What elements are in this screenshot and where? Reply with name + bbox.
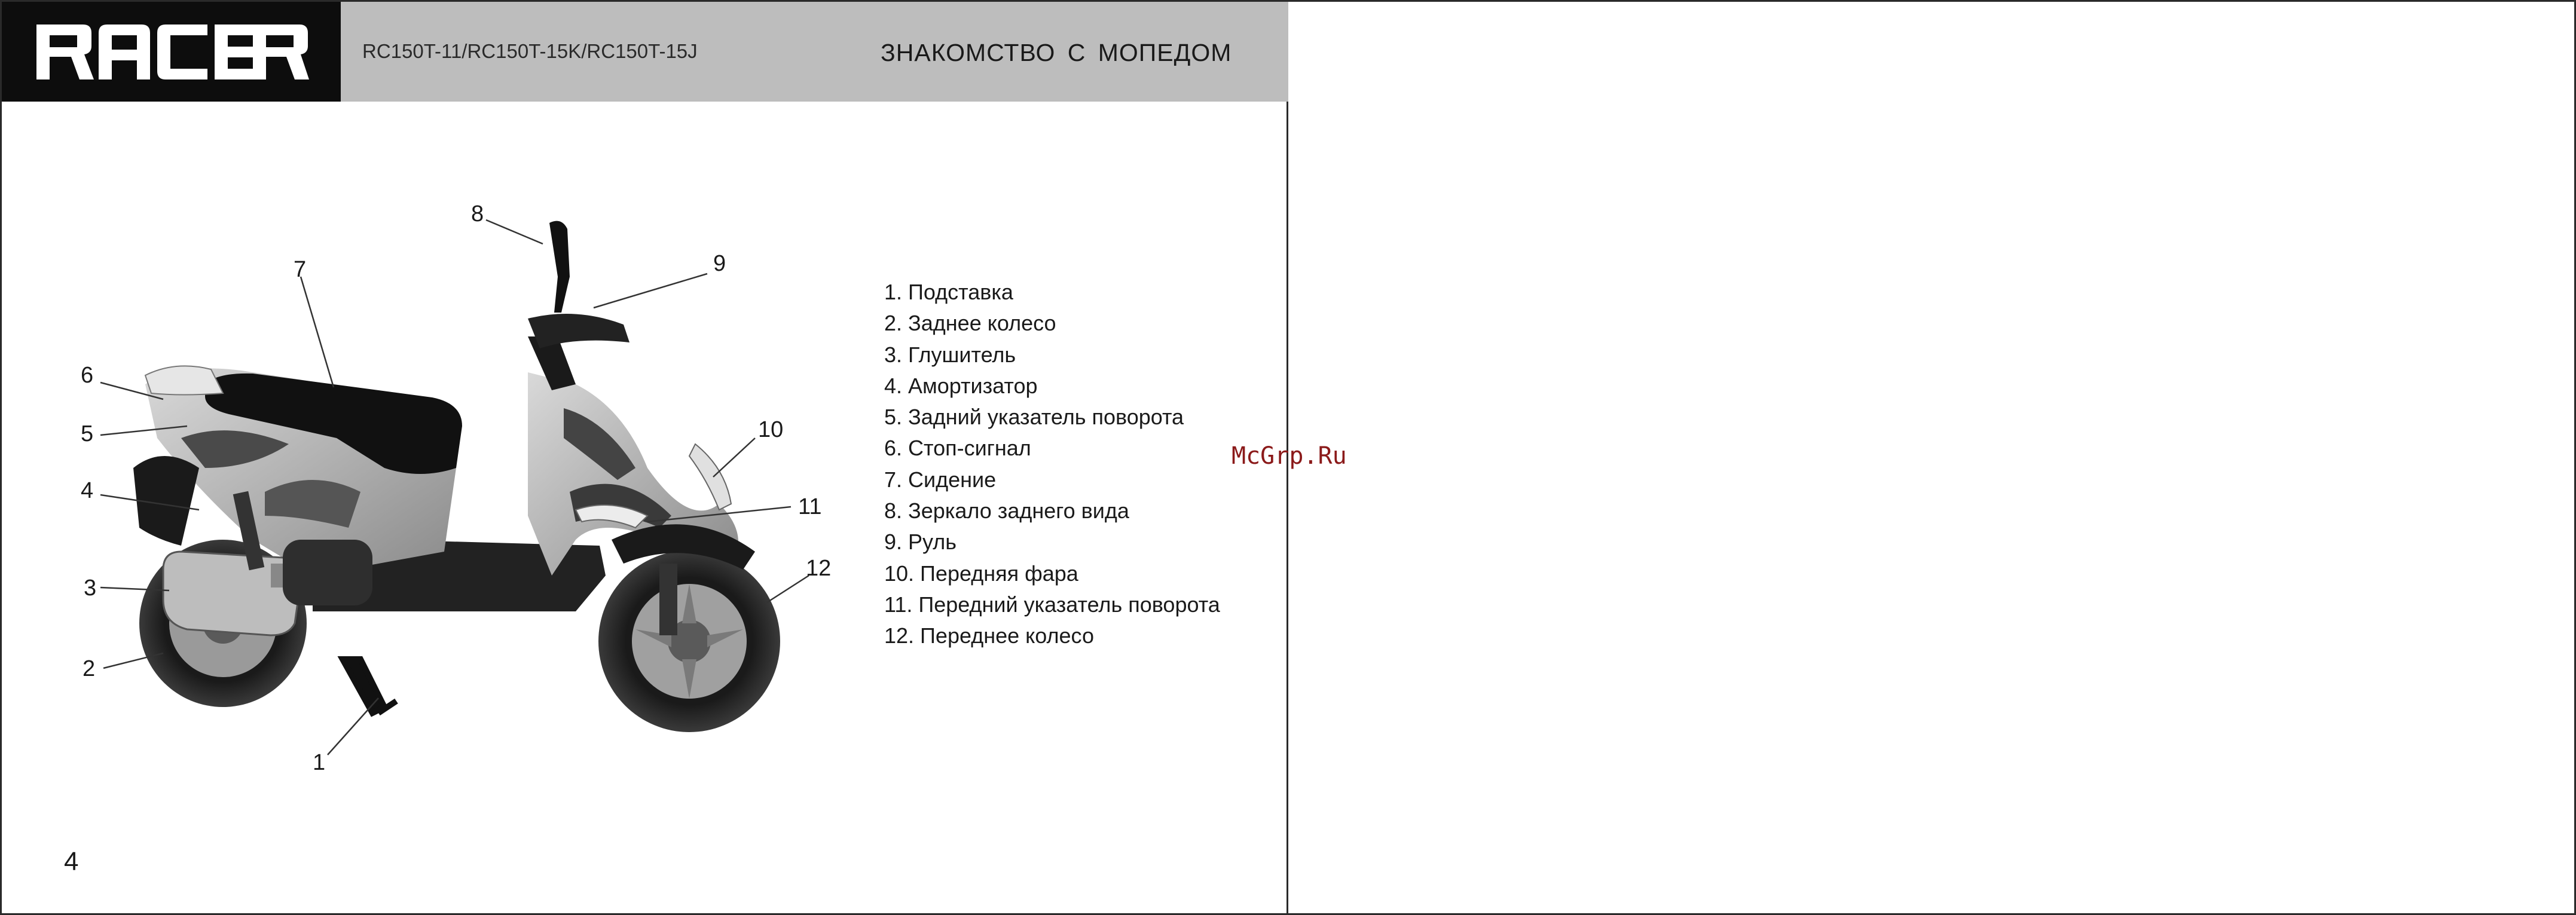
section-title: ЗНАКОМСТВО С МОПЕДОМ xyxy=(881,39,1232,66)
callout-8: 8 xyxy=(471,201,484,227)
watermark: McGrp.Ru xyxy=(1232,442,1347,470)
callout-6: 6 xyxy=(81,363,94,388)
brand-logo xyxy=(2,2,341,102)
front-wheel xyxy=(598,550,780,732)
callout-3: 3 xyxy=(84,576,97,601)
legend-item: 1. Подставка xyxy=(884,280,1013,304)
legend-item: 2. Заднее колесо xyxy=(884,311,1056,336)
page-number: 4 xyxy=(64,847,79,876)
callout-2: 2 xyxy=(82,656,96,681)
legend-item: 6. Стоп-сигнал xyxy=(884,436,1031,461)
callout-11: 11 xyxy=(798,494,822,519)
legend-item: 9. Руль xyxy=(884,530,957,555)
callout-10: 10 xyxy=(758,417,784,442)
legend-item: 5. Задний указатель поворота xyxy=(884,405,1184,430)
mirror xyxy=(549,221,570,313)
legend-item: 11. Передний указатель поворота xyxy=(884,592,1220,617)
legend-item: 3. Глушитель xyxy=(884,342,1016,367)
model-numbers: RC150T-11/RC150T-15K/RC150T-15J xyxy=(362,40,698,62)
legend-item: 7. Сидение xyxy=(884,467,997,492)
legend-item: 10. Передняя фара xyxy=(884,561,1078,586)
callout-4: 4 xyxy=(81,478,94,503)
legend-item: 4. Амортизатор xyxy=(884,373,1038,398)
callout-5: 5 xyxy=(81,421,94,446)
parts-legend xyxy=(884,277,1220,652)
racer-logo-icon xyxy=(36,25,309,79)
callout-7: 7 xyxy=(294,257,307,282)
scooter-illustration xyxy=(2,157,875,803)
right-page xyxy=(1288,0,2576,915)
header-band xyxy=(2,2,1288,102)
scooter-diagram xyxy=(2,157,875,803)
legend-item: 12. Переднее колесо xyxy=(884,623,1094,648)
legend-item: 8. Зеркало заднего вида xyxy=(884,498,1129,524)
callout-9: 9 xyxy=(713,251,726,276)
callout-1: 1 xyxy=(313,750,326,775)
callout-12: 12 xyxy=(806,556,832,581)
